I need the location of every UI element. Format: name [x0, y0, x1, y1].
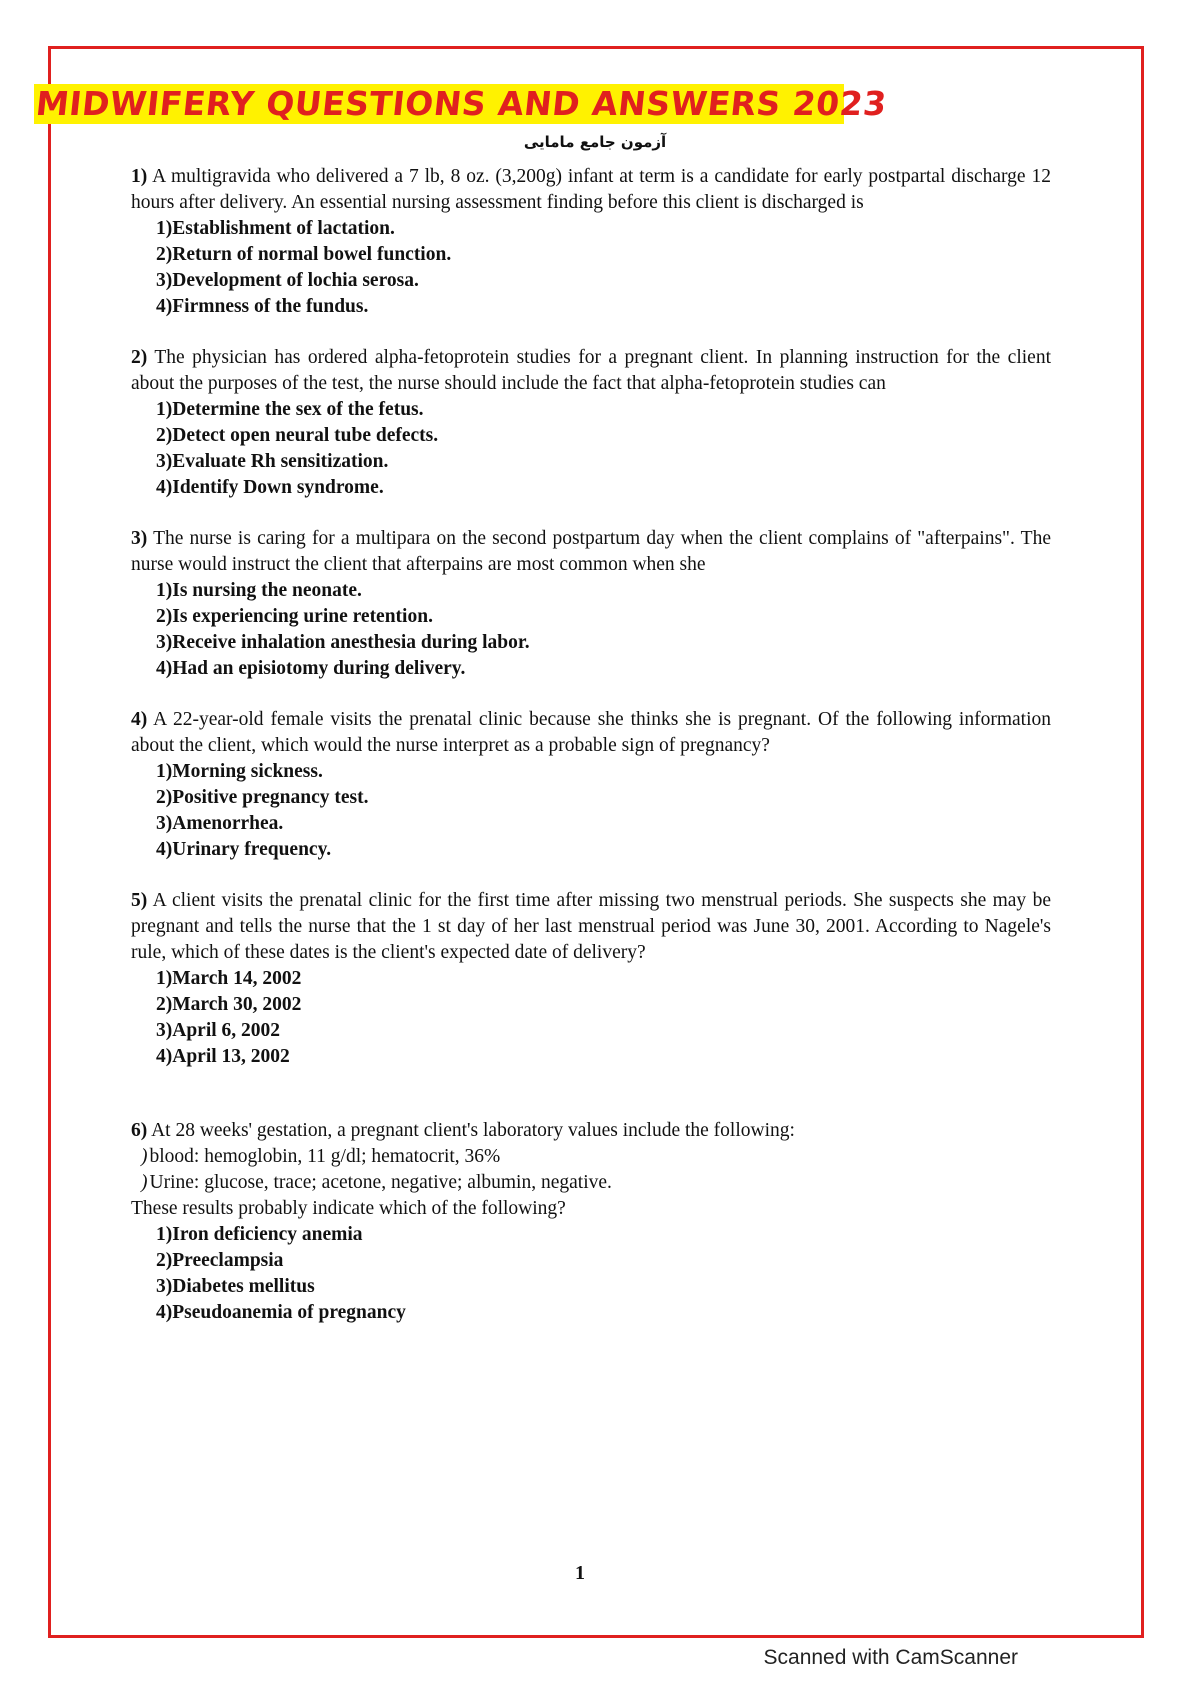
option: 1)Is nursing the neonate.: [156, 580, 362, 601]
option: 2)Detect open neural tube defects.: [156, 425, 439, 446]
lab-value-text: blood: hemoglobin, 11 g/dl; hematocrit, 36%: [149, 1146, 501, 1167]
question-number: 5): [131, 890, 148, 911]
option: 3)Amenorrhea.: [156, 813, 284, 834]
option: 1)Establishment of lactation.: [156, 218, 395, 239]
option: 4)Firmness of the fundus.: [156, 296, 369, 317]
question-number: 6): [131, 1120, 148, 1141]
option: 4)April 13, 2002: [156, 1046, 290, 1067]
option: 2)Return of normal bowel function.: [156, 244, 452, 265]
option: 4)Identify Down syndrome.: [156, 477, 384, 498]
question-2: [131, 345, 1051, 501]
question-number: 3): [131, 528, 148, 549]
option: 3)Receive inhalation anesthesia during labor.: [156, 632, 530, 653]
option: 3)April 6, 2002: [156, 1020, 281, 1041]
lab-value-blood: [141, 1144, 1051, 1170]
option: 1)Morning sickness.: [156, 761, 323, 782]
question-4: [131, 707, 1051, 863]
question-number: 2): [131, 347, 148, 368]
option: 2)Positive pregnancy test.: [156, 787, 369, 808]
question-list: [131, 164, 1051, 1351]
option: 2)Is experiencing urine retention.: [156, 606, 433, 627]
question-text: A multigravida who delivered a 7 lb, 8 oz. (3,200g) infant at term is a candidate for early postpartal discharge 12 hours after delivery. An essential nursing assessment finding before this client is discharged is: [131, 166, 1051, 213]
document-title: MIDWIFERY QUESTIONS AND ANSWERS 2023: [34, 84, 889, 123]
question-text: A 22-year-old female visits the prenatal clinic because she thinks she is pregnant. Of the following information about the client, which would the nurse interpret as a probable sign of pregnancy?: [131, 709, 1051, 756]
option: 2)March 30, 2002: [156, 994, 302, 1015]
option: 1)March 14, 2002: [156, 968, 302, 989]
option-list: [131, 1222, 1051, 1326]
option: 4)Urinary frequency.: [156, 839, 332, 860]
option-list: [131, 216, 1051, 320]
question-number: 4): [131, 709, 148, 730]
option: 1)Iron deficiency anemia: [156, 1224, 363, 1245]
question-stem: [131, 1118, 1051, 1144]
question-text: At 28 weeks' gestation, a pregnant client's laboratory values include the following:: [151, 1120, 795, 1141]
option: 3)Development of lochia serosa.: [156, 270, 419, 291]
option-list: [131, 966, 1051, 1070]
question-6: [131, 1118, 1051, 1326]
question-followup: These results probably indicate which of the following?: [131, 1198, 566, 1219]
question-text: The physician has ordered alpha-fetoprotein studies for a pregnant client. In planning instruction for the client about the purposes of the test, the nurse should include the fact that alpha-fetoprotein studies can: [131, 347, 1051, 394]
option: 4)Pseudoanemia of pregnancy: [156, 1302, 406, 1323]
lab-value-urine: [141, 1170, 1051, 1196]
bullet-mark: ): [141, 1172, 148, 1193]
option-list: [131, 759, 1051, 863]
option: 4)Had an episiotomy during delivery.: [156, 658, 466, 679]
camscanner-watermark: Scanned with CamScanner: [763, 1646, 1018, 1669]
option: 3)Evaluate Rh sensitization.: [156, 451, 389, 472]
persian-subtitle: آزمون جامع مامایی: [523, 133, 667, 151]
question-stem: [131, 345, 1051, 397]
question-stem: [131, 888, 1051, 966]
question-5: [131, 888, 1051, 1070]
question-stem: [131, 164, 1051, 216]
lab-values: [131, 1144, 1051, 1196]
lab-value-text: Urine: glucose, trace; acetone, negative; albumin, negative.: [149, 1172, 612, 1193]
option: 1)Determine the sex of the fetus.: [156, 399, 424, 420]
question-1: [131, 164, 1051, 320]
page-number: 1: [575, 1562, 585, 1584]
question-stem: [131, 526, 1051, 578]
option-list: [131, 397, 1051, 501]
question-text: A client visits the prenatal clinic for the first time after missing two menstrual periods. She suspects she may be pregnant and tells the nurse that the 1 st day of her last menstrual period was June 30, 2001. According to Nagele's rule, which of these dates is the client's expected date of delivery?: [131, 890, 1051, 963]
option: 3)Diabetes mellitus: [156, 1276, 315, 1297]
bullet-mark: ): [141, 1146, 148, 1167]
option-list: [131, 578, 1051, 682]
option: 2)Preeclampsia: [156, 1250, 284, 1271]
question-stem: [131, 707, 1051, 759]
question-3: [131, 526, 1051, 682]
question-text: The nurse is caring for a multipara on the second postpartum day when the client complains of "afterpains". The nurse would instruct the client that afterpains are most common when she: [131, 528, 1052, 575]
question-number: 1): [131, 166, 148, 187]
